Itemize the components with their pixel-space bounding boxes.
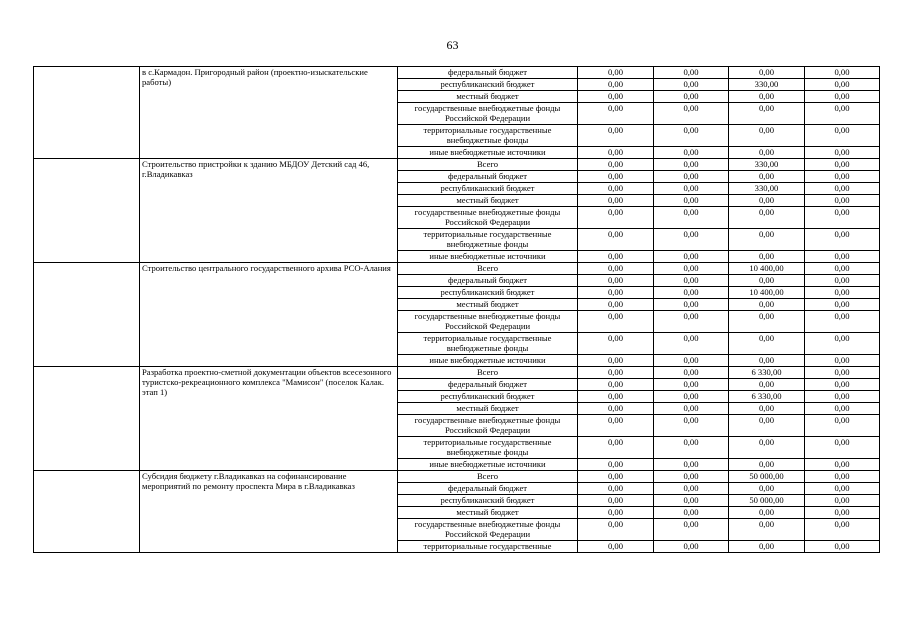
funding-source: местный бюджет [398, 91, 578, 103]
funding-source: Всего [398, 367, 578, 379]
amount-cell: 0,00 [578, 333, 654, 355]
amount-cell: 0,00 [578, 147, 654, 159]
amount-cell: 0,00 [805, 403, 880, 415]
funding-source: территориальные государственные внебюджетные фонды [398, 125, 578, 147]
amount-cell: 0,00 [654, 483, 729, 495]
funding-source: федеральный бюджет [398, 67, 578, 79]
amount-cell: 0,00 [578, 67, 654, 79]
amount-cell: 0,00 [578, 471, 654, 483]
funding-source: иные внебюджетные источники [398, 251, 578, 263]
amount-cell: 0,00 [578, 299, 654, 311]
amount-cell: 0,00 [578, 541, 654, 553]
number-cell [34, 159, 140, 263]
amount-cell: 0,00 [805, 103, 880, 125]
amount-cell: 0,00 [578, 171, 654, 183]
amount-cell: 0,00 [805, 471, 880, 483]
amount-cell: 0,00 [654, 125, 729, 147]
amount-cell: 0,00 [654, 495, 729, 507]
funding-source: территориальные государственные внебюджетные фонды [398, 229, 578, 251]
number-cell [34, 263, 140, 367]
funding-source: федеральный бюджет [398, 483, 578, 495]
amount-cell: 0,00 [654, 311, 729, 333]
amount-cell: 0,00 [578, 379, 654, 391]
amount-cell: 0,00 [805, 391, 880, 403]
amount-cell: 0,00 [578, 195, 654, 207]
amount-cell: 0,00 [578, 287, 654, 299]
amount-cell: 0,00 [578, 229, 654, 251]
amount-cell: 0,00 [654, 403, 729, 415]
amount-cell: 0,00 [654, 355, 729, 367]
amount-cell: 0,00 [729, 147, 805, 159]
amount-cell: 0,00 [729, 251, 805, 263]
page-number: 63 [446, 38, 459, 52]
funding-source: федеральный бюджет [398, 275, 578, 287]
amount-cell: 0,00 [805, 299, 880, 311]
amount-cell: 0,00 [578, 263, 654, 275]
funding-source: федеральный бюджет [398, 379, 578, 391]
amount-cell: 0,00 [805, 507, 880, 519]
amount-cell: 0,00 [805, 91, 880, 103]
funding-source: иные внебюджетные источники [398, 355, 578, 367]
amount-cell: 0,00 [578, 251, 654, 263]
amount-cell: 50 000,00 [729, 495, 805, 507]
funding-source: территориальные государственные внебюджетные фонды [398, 437, 578, 459]
amount-cell: 0,00 [578, 507, 654, 519]
amount-cell: 0,00 [805, 333, 880, 355]
funding-source: республиканский бюджет [398, 183, 578, 195]
amount-cell: 0,00 [654, 299, 729, 311]
amount-cell: 0,00 [578, 103, 654, 125]
amount-cell: 0,00 [654, 379, 729, 391]
amount-cell: 330,00 [729, 183, 805, 195]
amount-cell: 0,00 [805, 183, 880, 195]
amount-cell: 0,00 [805, 541, 880, 553]
funding-source: местный бюджет [398, 299, 578, 311]
amount-cell: 0,00 [805, 415, 880, 437]
table-row [34, 159, 880, 171]
activity-description: Разработка проектно-сметной документации объектов всесезонного туристско-рекреационного комплекса "Мамисон" (поселок Калак. этап 1) [140, 367, 398, 471]
table-row [34, 471, 880, 483]
amount-cell: 0,00 [805, 67, 880, 79]
amount-cell: 0,00 [654, 367, 729, 379]
amount-cell: 0,00 [654, 195, 729, 207]
amount-cell: 0,00 [654, 67, 729, 79]
funding-source: федеральный бюджет [398, 171, 578, 183]
amount-cell: 0,00 [729, 299, 805, 311]
amount-cell: 0,00 [578, 355, 654, 367]
amount-cell: 0,00 [729, 207, 805, 229]
amount-cell: 0,00 [654, 437, 729, 459]
amount-cell: 0,00 [729, 171, 805, 183]
funding-source: местный бюджет [398, 195, 578, 207]
funding-source: Всего [398, 159, 578, 171]
amount-cell: 0,00 [805, 263, 880, 275]
amount-cell: 0,00 [578, 91, 654, 103]
amount-cell: 0,00 [654, 541, 729, 553]
amount-cell: 0,00 [578, 459, 654, 471]
amount-cell: 0,00 [578, 275, 654, 287]
amount-cell: 0,00 [805, 287, 880, 299]
amount-cell: 0,00 [805, 519, 880, 541]
amount-cell: 0,00 [654, 171, 729, 183]
number-cell [34, 471, 140, 553]
funding-source: Всего [398, 471, 578, 483]
funding-source: государственные внебюджетные фонды Российской Федерации [398, 103, 578, 125]
amount-cell: 0,00 [729, 333, 805, 355]
amount-cell: 0,00 [654, 147, 729, 159]
funding-source: республиканский бюджет [398, 79, 578, 91]
table-row [34, 263, 880, 275]
number-cell [34, 367, 140, 471]
amount-cell: 0,00 [578, 125, 654, 147]
amount-cell: 0,00 [654, 91, 729, 103]
amount-cell: 330,00 [729, 79, 805, 91]
funding-source: местный бюджет [398, 507, 578, 519]
amount-cell: 0,00 [654, 183, 729, 195]
funding-source: местный бюджет [398, 403, 578, 415]
amount-cell: 0,00 [805, 147, 880, 159]
funding-source: республиканский бюджет [398, 391, 578, 403]
amount-cell: 0,00 [654, 229, 729, 251]
amount-cell: 0,00 [654, 207, 729, 229]
table-row [34, 67, 880, 79]
amount-cell: 0,00 [654, 79, 729, 91]
table-row [34, 367, 880, 379]
amount-cell: 0,00 [578, 207, 654, 229]
amount-cell: 0,00 [654, 471, 729, 483]
amount-cell: 0,00 [578, 519, 654, 541]
funding-source: республиканский бюджет [398, 495, 578, 507]
amount-cell: 0,00 [805, 495, 880, 507]
amount-cell: 0,00 [578, 159, 654, 171]
amount-cell: 0,00 [578, 79, 654, 91]
funding-source: государственные внебюджетные фонды Российской Федерации [398, 415, 578, 437]
amount-cell: 0,00 [729, 311, 805, 333]
amount-cell: 0,00 [729, 355, 805, 367]
amount-cell: 0,00 [729, 379, 805, 391]
amount-cell: 0,00 [805, 195, 880, 207]
amount-cell: 0,00 [654, 251, 729, 263]
amount-cell: 0,00 [578, 415, 654, 437]
amount-cell: 0,00 [654, 519, 729, 541]
amount-cell: 0,00 [805, 207, 880, 229]
amount-cell: 10 400,00 [729, 263, 805, 275]
amount-cell: 0,00 [729, 229, 805, 251]
amount-cell: 0,00 [805, 159, 880, 171]
funding-source: территориальные государственные [398, 541, 578, 553]
budget-table-body [34, 67, 880, 553]
amount-cell: 0,00 [654, 391, 729, 403]
funding-source: иные внебюджетные источники [398, 147, 578, 159]
activity-description: в с.Кармадон. Пригородный район (проектно-изыскательские работы) [140, 67, 398, 159]
amount-cell: 6 330,00 [729, 367, 805, 379]
amount-cell: 0,00 [805, 79, 880, 91]
amount-cell: 0,00 [729, 195, 805, 207]
amount-cell: 0,00 [578, 403, 654, 415]
amount-cell: 0,00 [578, 495, 654, 507]
amount-cell: 0,00 [654, 103, 729, 125]
number-cell [34, 67, 140, 159]
amount-cell: 0,00 [729, 403, 805, 415]
amount-cell: 0,00 [578, 391, 654, 403]
amount-cell: 0,00 [578, 183, 654, 195]
amount-cell: 0,00 [578, 367, 654, 379]
amount-cell: 0,00 [729, 103, 805, 125]
amount-cell: 330,00 [729, 159, 805, 171]
amount-cell: 0,00 [729, 437, 805, 459]
amount-cell: 0,00 [654, 459, 729, 471]
amount-cell: 0,00 [805, 171, 880, 183]
amount-cell: 0,00 [729, 91, 805, 103]
amount-cell: 0,00 [654, 159, 729, 171]
amount-cell: 10 400,00 [729, 287, 805, 299]
amount-cell: 0,00 [578, 437, 654, 459]
amount-cell: 0,00 [805, 355, 880, 367]
amount-cell: 0,00 [654, 415, 729, 437]
amount-cell: 0,00 [805, 379, 880, 391]
amount-cell: 0,00 [729, 541, 805, 553]
amount-cell: 0,00 [654, 287, 729, 299]
amount-cell: 0,00 [805, 367, 880, 379]
amount-cell: 0,00 [729, 415, 805, 437]
amount-cell: 0,00 [729, 483, 805, 495]
amount-cell: 0,00 [578, 483, 654, 495]
amount-cell: 0,00 [805, 251, 880, 263]
funding-source: Всего [398, 263, 578, 275]
amount-cell: 6 330,00 [729, 391, 805, 403]
funding-source: государственные внебюджетные фонды Российской Федерации [398, 207, 578, 229]
amount-cell: 0,00 [729, 125, 805, 147]
amount-cell: 0,00 [654, 263, 729, 275]
activity-description: Строительство пристройки к зданию МБДОУ Детский сад 46, г.Владикавказ [140, 159, 398, 263]
amount-cell: 0,00 [654, 275, 729, 287]
amount-cell: 0,00 [729, 275, 805, 287]
funding-source: республиканский бюджет [398, 287, 578, 299]
amount-cell: 0,00 [729, 519, 805, 541]
activity-description: Субсидия бюджету г.Владикавказ на софинансирование мероприятий по ремонту проспекта Мира в г.Владикавказ [140, 471, 398, 553]
activity-description: Строительство центрального государственного архива РСО-Алания [140, 263, 398, 367]
amount-cell: 0,00 [805, 483, 880, 495]
amount-cell: 0,00 [729, 67, 805, 79]
amount-cell: 50 000,00 [729, 471, 805, 483]
funding-source: территориальные государственные внебюджетные фонды [398, 333, 578, 355]
funding-source: государственные внебюджетные фонды Российской Федерации [398, 519, 578, 541]
amount-cell: 0,00 [729, 507, 805, 519]
amount-cell: 0,00 [578, 311, 654, 333]
amount-cell: 0,00 [729, 459, 805, 471]
funding-source: иные внебюджетные источники [398, 459, 578, 471]
amount-cell: 0,00 [805, 459, 880, 471]
funding-source: государственные внебюджетные фонды Российской Федерации [398, 311, 578, 333]
amount-cell: 0,00 [805, 275, 880, 287]
amount-cell: 0,00 [805, 125, 880, 147]
amount-cell: 0,00 [654, 507, 729, 519]
amount-cell: 0,00 [654, 333, 729, 355]
amount-cell: 0,00 [805, 437, 880, 459]
amount-cell: 0,00 [805, 229, 880, 251]
budget-table [33, 66, 880, 553]
amount-cell: 0,00 [805, 311, 880, 333]
